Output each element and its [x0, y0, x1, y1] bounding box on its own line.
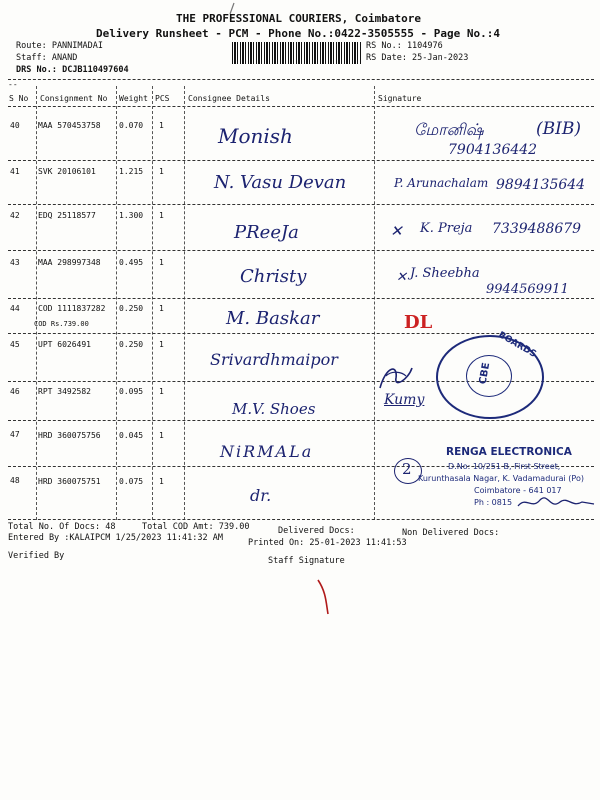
row-rule	[8, 420, 594, 421]
row-weight: 0.095	[119, 387, 144, 396]
row-sno: 44	[10, 304, 20, 313]
col-sep	[184, 86, 185, 520]
row-weight: 0.045	[119, 431, 144, 440]
col-sep	[374, 86, 375, 520]
col-signature: Signature	[378, 94, 422, 103]
col-pcs: PCS	[155, 94, 170, 103]
row-sno: 46	[10, 387, 20, 396]
entered-by: Entered By :KALAIPCM 1/25/2023 11:41:32 AM	[8, 533, 223, 543]
stamp-cbe-text: CBE	[477, 361, 493, 386]
rs-number: RS No.: 1104976	[366, 41, 443, 51]
col-sep	[152, 86, 153, 520]
staff-label: Staff: ANAND	[16, 53, 78, 63]
row-phone: 7339488679	[492, 221, 582, 237]
row-consignee: Christy	[240, 266, 307, 287]
row-sno: 40	[10, 121, 20, 130]
row-weight: 1.215	[119, 167, 144, 176]
row-pcs: 1	[159, 431, 164, 440]
row-consignee: M.V. Shoes	[232, 400, 316, 418]
col-weight: Weight	[119, 94, 148, 103]
row-consignment: HRD 360075751	[38, 477, 101, 486]
row-sno: 42	[10, 211, 20, 220]
non-delivered-docs: Non Delivered Docs:	[402, 528, 500, 538]
stamp-boards-text: BOARDS	[496, 330, 538, 360]
cod-amount: COD Rs.739.00	[34, 320, 89, 328]
row-consignee: M. Baskar	[226, 308, 320, 329]
col-sno: S No	[9, 94, 29, 103]
table-bottom-rule	[8, 519, 594, 520]
row-pcs: 1	[159, 121, 164, 130]
row-consignee: NiRMALa	[220, 442, 314, 461]
scribble-signature	[376, 360, 416, 392]
circled-number-text: 2	[402, 460, 412, 478]
dl-note: DL	[404, 312, 433, 333]
row-signature: J. Sheebha	[410, 266, 480, 281]
row-phone: 9944569911	[486, 282, 569, 297]
row-rule	[8, 250, 594, 251]
row-consignee: Monish	[218, 124, 293, 148]
staff-signature: Staff Signature	[268, 556, 345, 566]
red-pen-mark	[312, 578, 332, 618]
shop-signature	[516, 494, 596, 512]
row-phone: 9894135644	[496, 177, 586, 193]
row-consignment: COD 1111837282	[38, 304, 106, 313]
row-weight: 0.250	[119, 340, 144, 349]
col-consignment: Consignment No	[40, 94, 108, 103]
row-consignment: MAA 570453758	[38, 121, 101, 130]
drs-number	[16, 65, 129, 75]
shop-stamp-address3: Coimbatore - 641 017	[474, 486, 562, 495]
row-rule	[8, 204, 594, 205]
col-details: Consignee Details	[188, 94, 270, 103]
row-pcs: 1	[159, 340, 164, 349]
row-consignment: UPT 6026491	[38, 340, 91, 349]
drs-value: DCJB110497604	[62, 65, 129, 75]
total-docs: Total No. Of Docs: 48	[8, 522, 116, 532]
row-consignment: EDQ 25118577	[38, 211, 96, 220]
row-consignee: PReeJa	[234, 222, 299, 243]
row-rule	[8, 298, 594, 299]
row-pcs: 1	[159, 304, 164, 313]
runsheet-title: Delivery Runsheet - PCM - Phone No.:0422-3505555 - Page No.:4	[96, 27, 500, 40]
row-pcs: 1	[159, 477, 164, 486]
row-weight: 0.075	[119, 477, 144, 486]
row-consignment: RPT 3492582	[38, 387, 91, 396]
shop-stamp-phone: Ph : 0815	[474, 498, 513, 507]
rs-date: RS Date: 25-Jan-2023	[366, 53, 469, 63]
row-weight: 0.070	[119, 121, 144, 130]
row-pcs: 1	[159, 258, 164, 267]
shop-stamp-address2: Kurunthasala Nagar, K. Vadamadurai (Po)	[418, 474, 584, 483]
header-rule	[8, 79, 594, 80]
row-sig-note: (BIB)	[536, 119, 581, 139]
printed-on: Printed On: 25-01-2023 11:41:53	[248, 538, 407, 548]
row-consignee: dr.	[250, 486, 272, 505]
row-weight: 0.495	[119, 258, 144, 267]
row-signature: P. Arunachalam	[394, 176, 489, 190]
total-cod: Total COD Amt: 739.00	[142, 522, 250, 532]
row-signature: Kumy	[384, 392, 425, 408]
row-pcs: 1	[159, 387, 164, 396]
check-mark: ✕	[390, 222, 403, 240]
row-sno: 47	[10, 430, 20, 439]
row-consignment: HRD 360075756	[38, 431, 101, 440]
row-consignee: Srivardhmaipor	[210, 350, 338, 369]
row-phone: 7904136442	[448, 142, 538, 158]
drs-label: DRS No.:	[16, 65, 57, 75]
col-sep	[116, 86, 117, 520]
delivered-docs: Delivered Docs:	[278, 526, 355, 536]
row-sno: 45	[10, 340, 20, 349]
row-sno: 48	[10, 476, 20, 485]
row-sno: 41	[10, 167, 20, 176]
company-title: THE PROFESSIONAL COURIERS, Coimbatore	[176, 12, 422, 25]
row-consignment: SVK 20106101	[38, 167, 96, 176]
check-mark: ✕	[396, 270, 407, 285]
barcode	[232, 42, 362, 64]
column-rule	[8, 106, 594, 107]
row-pcs: 1	[159, 167, 164, 176]
verified-by: Verified By	[8, 551, 65, 561]
row-signature: மோனிஷ்	[414, 120, 484, 139]
shop-stamp-address1: D.No: 10/251 B, First Street,	[448, 462, 561, 471]
col-sep	[36, 86, 37, 520]
route-label: Route: PANNIMADAI	[16, 41, 103, 51]
shop-stamp-name: RENGA ELECTRONICA	[446, 446, 572, 458]
row-weight: 0.250	[119, 304, 144, 313]
row-rule	[8, 160, 594, 161]
row-consignment: MAA 298997348	[38, 258, 101, 267]
row-consignee: N. Vasu Devan	[214, 172, 347, 193]
row-weight: 1.300	[119, 211, 144, 220]
row-signature: K. Preja	[420, 221, 473, 236]
ditto-mark: --	[8, 80, 18, 89]
row-sno: 43	[10, 258, 20, 267]
row-pcs: 1	[159, 211, 164, 220]
